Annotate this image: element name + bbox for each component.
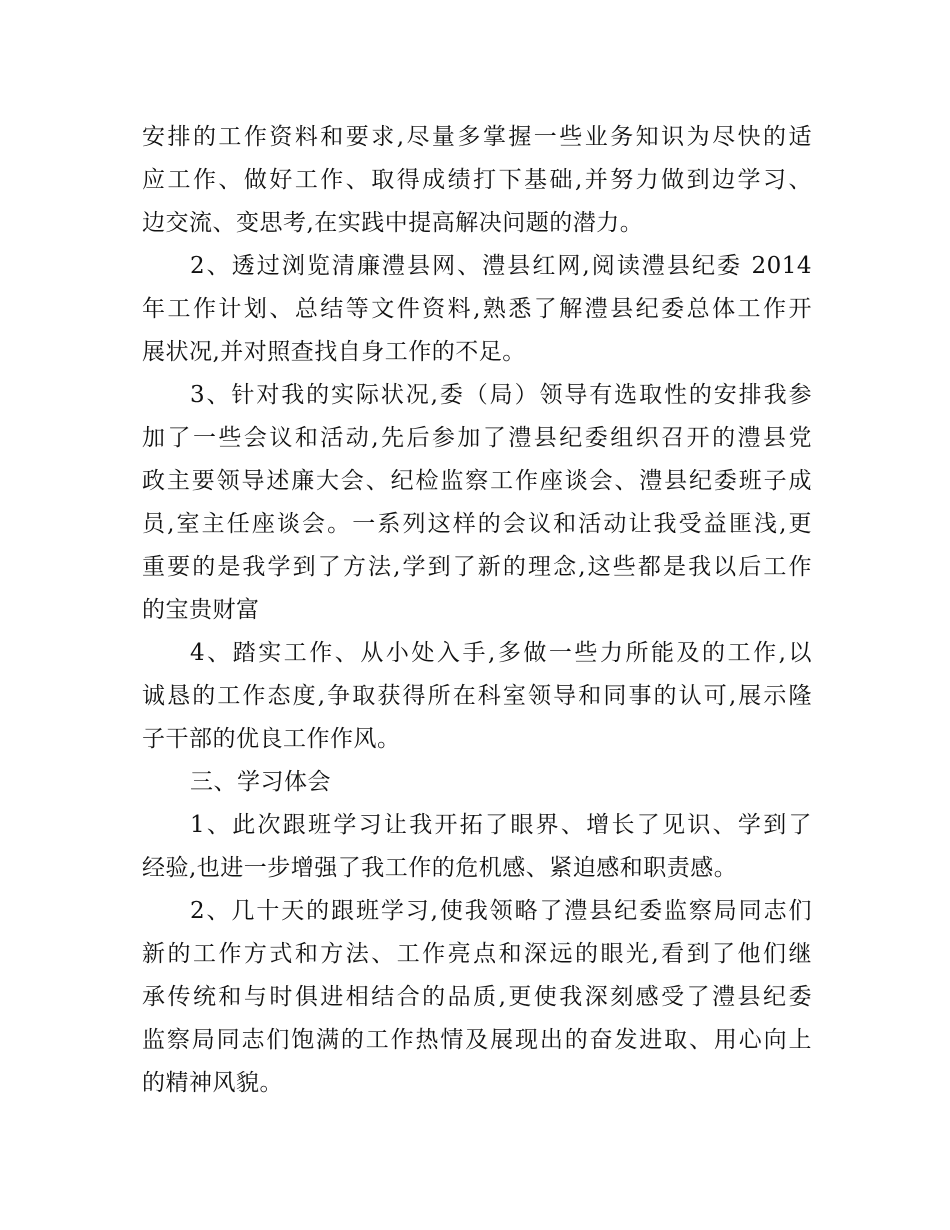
document-body bbox=[142, 116, 812, 1105]
text-line: 子干部的优良工作作风。 bbox=[142, 726, 401, 752]
text-line: 诚恳的工作态度,争取获得所在科室领导和同事的认可,展示隆 bbox=[142, 683, 812, 709]
paragraph-insight-2 bbox=[142, 890, 812, 1105]
text-line: 的精神风貌。 bbox=[142, 1070, 283, 1096]
text-line: 年工作计划、总结等文件资料,熟悉了解澧县纪委总体工作开 bbox=[142, 296, 812, 322]
paragraph-item-4 bbox=[142, 632, 812, 761]
text-line: 新的工作方式和方法、工作亮点和深远的眼光,看到了他们继 bbox=[142, 941, 812, 967]
text-line: 员,室主任座谈会。一系列这样的会议和活动让我受益匪浅,更 bbox=[142, 511, 812, 537]
text-line: 加了一些会议和活动,先后参加了澧县纪委组织召开的澧县党 bbox=[142, 425, 812, 451]
text-line: 边交流、变思考,在实践中提高解决问题的潜力。 bbox=[142, 210, 644, 236]
text-line: 展状况,并对照查找自身工作的不足。 bbox=[142, 339, 526, 365]
paragraph-continuation bbox=[142, 116, 812, 245]
text-line: 3、针对我的实际状况,委（局）领导有选取性的安排我参 bbox=[190, 382, 812, 408]
text-line: 监察局同志们饱满的工作热情及展现出的奋发进取、用心向上 bbox=[142, 1027, 812, 1053]
text-line: 的宝贵财富 bbox=[142, 597, 260, 623]
text-line: 政主要领导述廉大会、纪检监察工作座谈会、澧县纪委班子成 bbox=[142, 468, 812, 494]
text-line: 承传统和与时俱进相结合的品质,更使我深刻感受了澧县纪委 bbox=[142, 984, 812, 1010]
text-line: 2、透过浏览清廉澧县网、澧县红网,阅读澧县纪委 2014 bbox=[190, 253, 812, 279]
paragraph-insight-1 bbox=[142, 804, 812, 890]
text-line: 4、踏实工作、从小处入手,多做一些力所能及的工作,以 bbox=[190, 640, 812, 666]
text-line: 1、此次跟班学习让我开拓了眼界、增长了见识、学到了 bbox=[190, 812, 812, 838]
paragraph-item-3 bbox=[142, 374, 812, 632]
text-line: 重要的是我学到了方法,学到了新的理念,这些都是我以后工作 bbox=[142, 554, 812, 580]
text-line: 2、几十天的跟班学习,使我领略了澧县纪委监察局同志们 bbox=[190, 898, 812, 924]
text-line: 经验,也进一步增强了我工作的危机感、紧迫感和职责感。 bbox=[142, 855, 738, 881]
text-line: 应工作、做好工作、取得成绩打下基础,并努力做到边学习、 bbox=[142, 167, 812, 193]
section-heading: 三、学习体会 bbox=[190, 769, 331, 795]
text-line: 安排的工作资料和要求,尽量多掌握一些业务知识为尽快的适 bbox=[142, 124, 812, 150]
paragraph-item-2 bbox=[142, 245, 812, 374]
section-heading-learning-insights bbox=[142, 761, 812, 804]
